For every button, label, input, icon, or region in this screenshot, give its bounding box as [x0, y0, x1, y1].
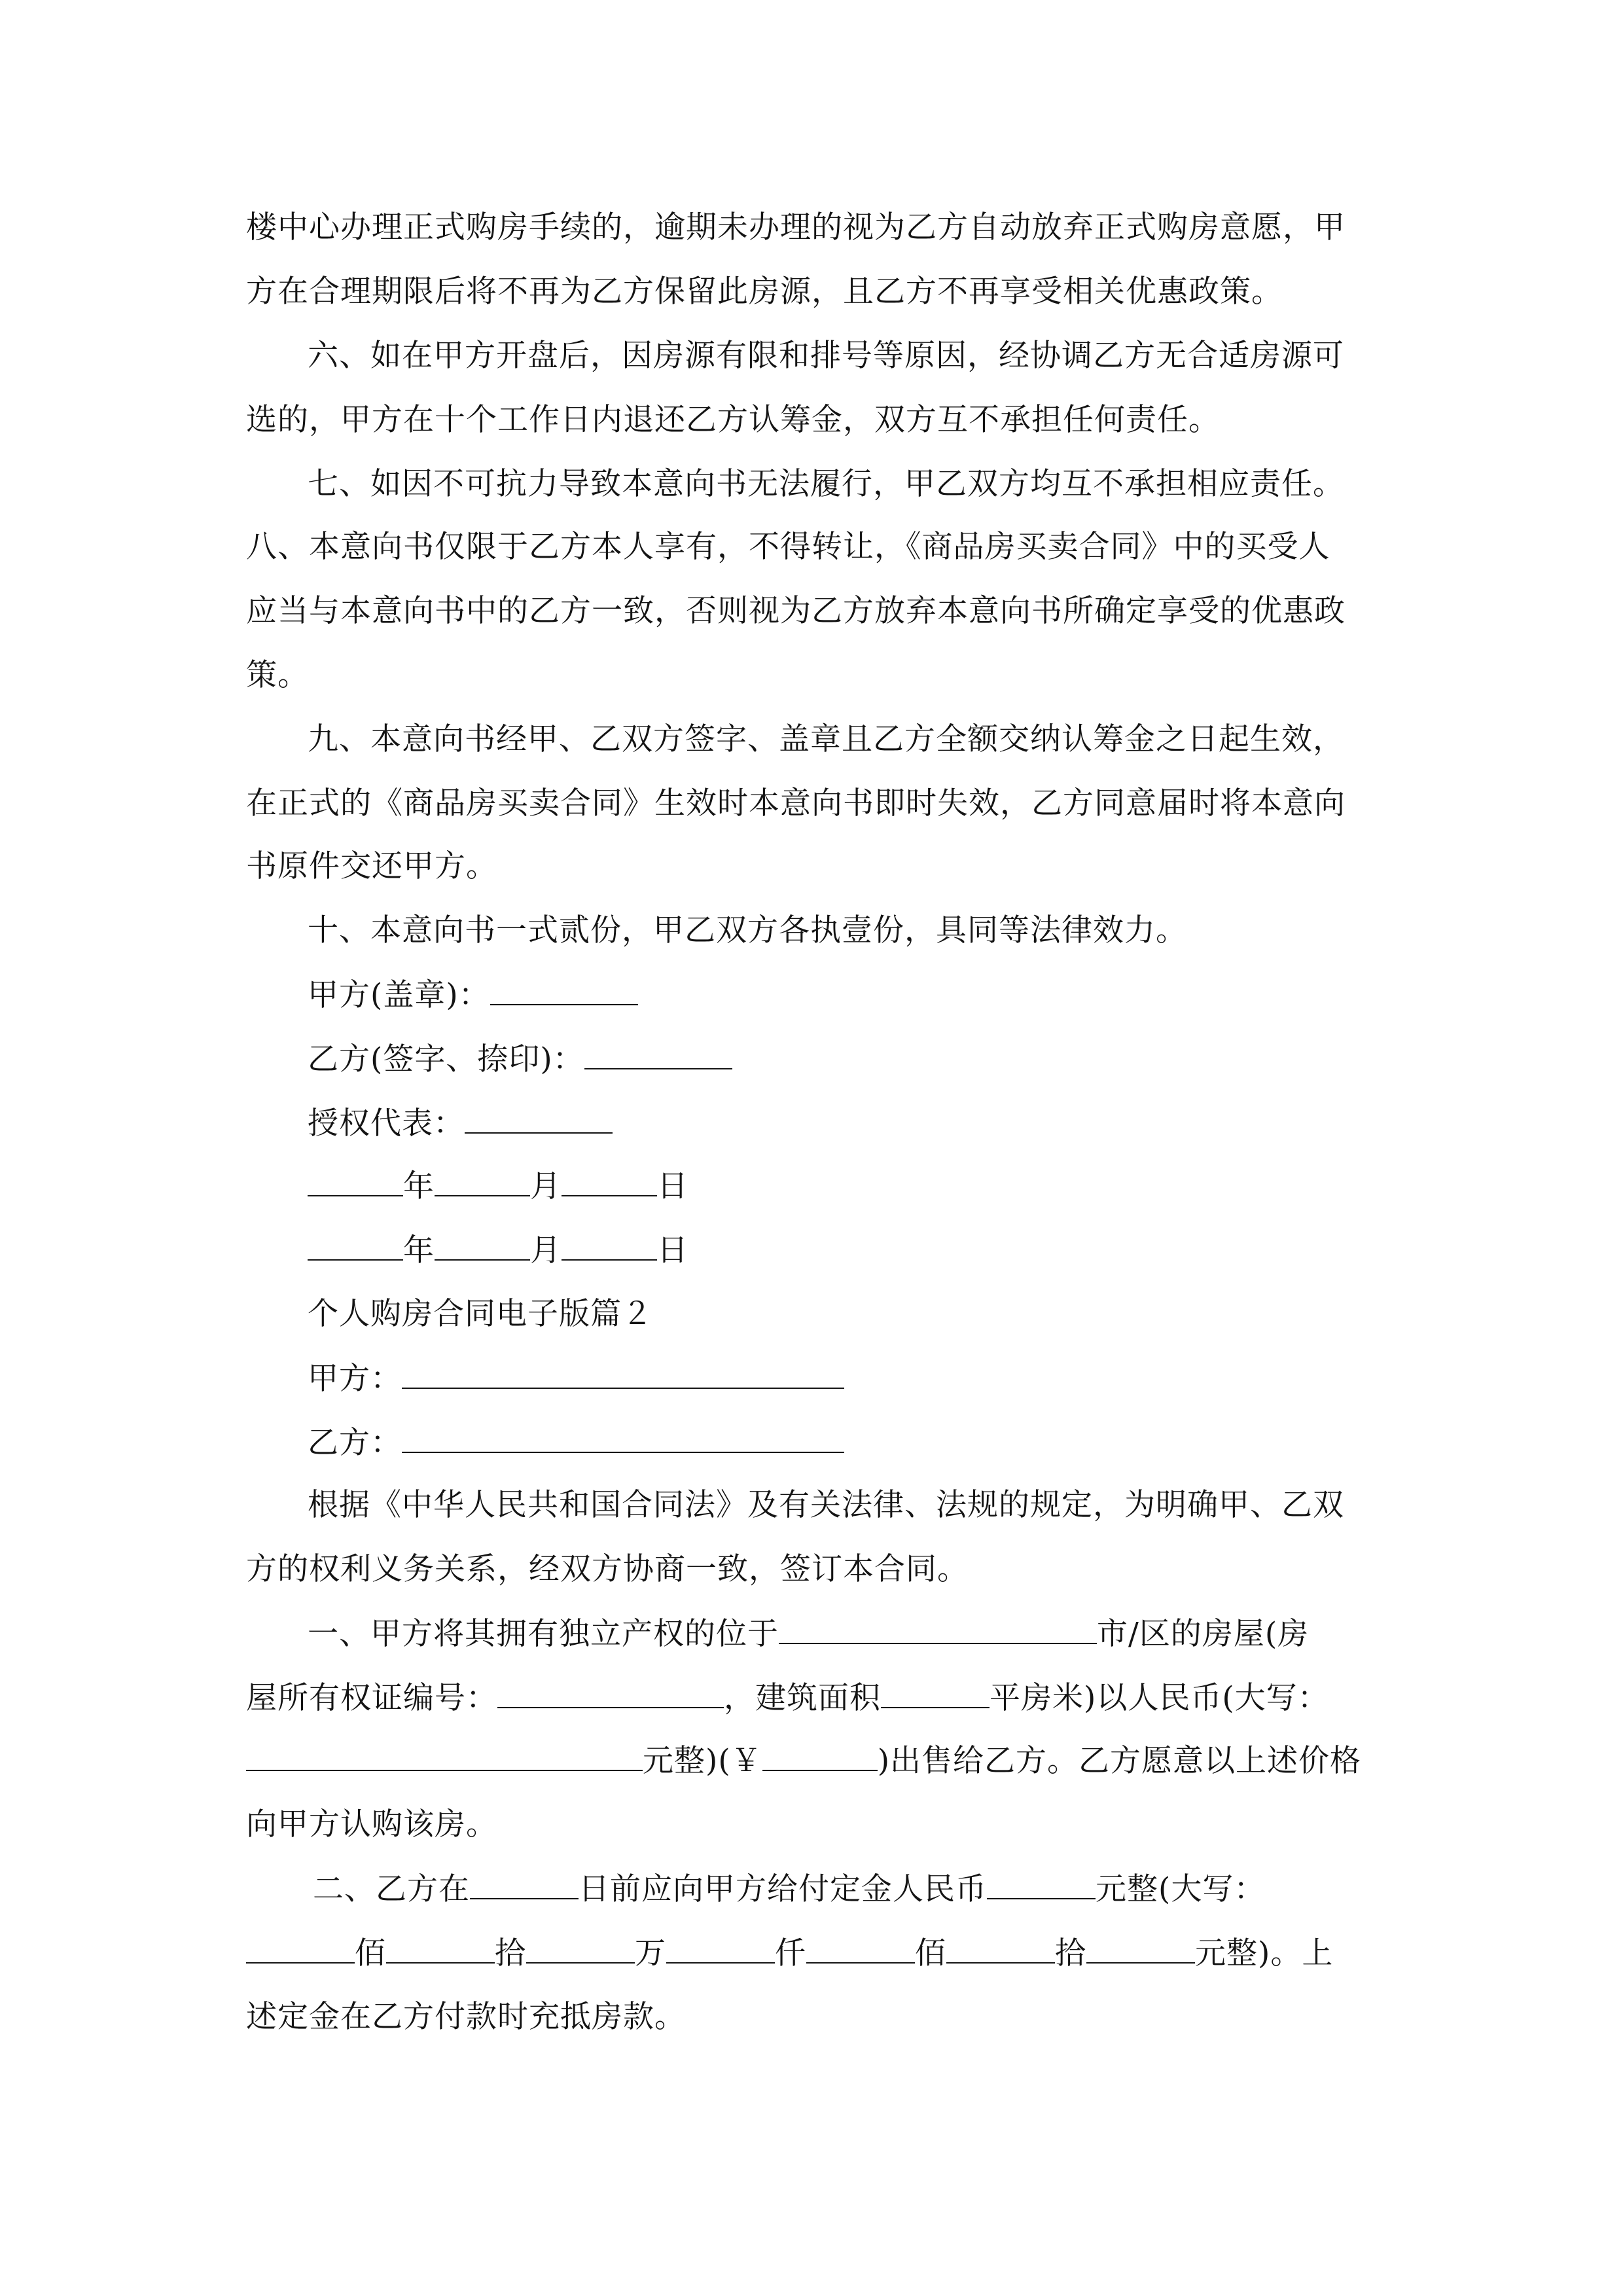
amount-blank[interactable] [526, 1933, 635, 1964]
clause-1-text: 一、甲方将其拥有独立产权的位于 [308, 1616, 779, 1652]
unit-label: 仟 [775, 1935, 806, 1971]
deadline-blank[interactable] [470, 1869, 579, 1899]
clause-1-text: ，建筑面积 [724, 1680, 881, 1716]
price-figure-blank[interactable] [762, 1741, 878, 1771]
year-label: 年 [403, 1232, 435, 1268]
clause-1-line: 向甲方认购该房。 [246, 1806, 497, 1842]
day-label: 日 [657, 1232, 688, 1268]
party-a-seal-label: 甲方(盖章)： [308, 977, 490, 1013]
clause-6: 六、如在甲方开盘后，因房源有限和排号等原因，经协调乙方无合适房源可 [308, 338, 1344, 374]
amount-blank[interactable] [1086, 1933, 1195, 1964]
date-line [308, 1230, 688, 1270]
text-line: 策。 [246, 657, 309, 693]
party-a-line [308, 1359, 844, 1399]
party-b-sign-label: 乙方(签字、捺印)： [308, 1041, 584, 1077]
clause-2-text: 二、乙方在 [313, 1871, 470, 1907]
clause-2-line [313, 1869, 1265, 1909]
clause-1-line [246, 1678, 1329, 1718]
text-line: 楼中心办理正式购房手续的，逾期未办理的视为乙方自动放弃正式购房意愿，甲 [246, 209, 1346, 245]
certificate-number-blank[interactable] [497, 1678, 724, 1708]
year-blank[interactable] [308, 1230, 403, 1261]
party-a-seal-line [308, 975, 638, 1015]
day-blank[interactable] [562, 1166, 657, 1196]
text-line: 方的权利义务关系，经双方协商一致，签订本合同。 [246, 1551, 969, 1587]
month-label: 月 [530, 1168, 562, 1204]
text-line: 述定金在乙方付款时充抵房款。 [246, 1999, 686, 2035]
clause-1-text: 市/区的房屋(房 [1097, 1616, 1310, 1652]
party-b-line [308, 1423, 844, 1463]
clause-1-text: )出售给乙方。乙方愿意以上述价格 [877, 1743, 1362, 1779]
auth-rep-label: 授权代表： [308, 1105, 465, 1141]
amount-blank[interactable] [386, 1933, 495, 1964]
amount-blank[interactable] [666, 1933, 775, 1964]
clause-2-text: 元整(大写： [1096, 1871, 1266, 1907]
day-label: 日 [657, 1168, 688, 1204]
amount-blank[interactable] [806, 1933, 915, 1964]
area-blank[interactable] [881, 1678, 990, 1708]
text-line: 选的，甲方在十个工作日内退还乙方认筹金，双方互不承担任何责任。 [246, 402, 1220, 438]
party-b-blank[interactable] [402, 1423, 844, 1453]
auth-rep-line [308, 1103, 613, 1143]
amount-blank[interactable] [946, 1933, 1055, 1964]
text-line: 根据《中华人民共和国合同法》及有关法律、法规的规定，为明确甲、乙双 [308, 1487, 1344, 1523]
party-a-blank[interactable] [402, 1359, 844, 1389]
month-label: 月 [530, 1232, 562, 1268]
clause-1-text: 屋所有权证编号： [246, 1680, 497, 1716]
clause-7: 七、如因不可抗力导致本意向书无法履行，甲乙双方均互不承担相应责任。 [308, 466, 1344, 502]
deposit-amount-blank[interactable] [987, 1869, 1096, 1899]
unit-label: 佰 [355, 1935, 386, 1971]
party-a-seal-blank[interactable] [490, 975, 638, 1005]
text-line: 应当与本意向书中的乙方一致，否则视为乙方放弃本意向书所确定享受的优惠政 [246, 593, 1346, 629]
party-b-sign-blank[interactable] [584, 1039, 732, 1069]
section-title: 个人购房合同电子版篇２ [308, 1296, 653, 1332]
clause-2-line [246, 1933, 1333, 1973]
clause-2-text: 日前应向甲方给付定金人民币 [579, 1871, 987, 1907]
price-words-blank[interactable] [246, 1741, 643, 1771]
unit-label: 拾 [495, 1935, 526, 1971]
day-blank[interactable] [562, 1230, 657, 1261]
clause-1-line [308, 1614, 1309, 1654]
party-a-label: 甲方： [308, 1361, 402, 1397]
clause-8: 八、本意向书仅限于乙方本人享有，不得转让，《商品房买卖合同》中的买受人 [246, 529, 1330, 565]
year-label: 年 [403, 1168, 435, 1204]
unit-label: 佰 [915, 1935, 946, 1971]
unit-label: 万 [635, 1935, 666, 1971]
clause-1-text: 平房米)以人民币(大写： [990, 1680, 1329, 1716]
unit-label: 元整)。上 [1195, 1935, 1334, 1971]
text-line: 书原件交还甲方。 [246, 848, 497, 884]
year-blank[interactable] [308, 1166, 403, 1196]
clause-1-text: 元整)(￥ [643, 1743, 762, 1779]
month-blank[interactable] [435, 1230, 530, 1261]
text-line: 在正式的《商品房买卖合同》生效时本意向书即时失效，乙方同意届时将本意向 [246, 785, 1346, 821]
clause-9: 九、本意向书经甲、乙双方签字、盖章且乙方全额交纳认筹金之日起生效， [308, 721, 1344, 757]
clause-10: 十、本意向书一式贰份，甲乙双方各执壹份，具同等法律效力。 [308, 912, 1187, 948]
amount-blank[interactable] [246, 1933, 355, 1964]
location-blank[interactable] [779, 1614, 1097, 1644]
clause-1-line [246, 1741, 1361, 1781]
text-line: 方在合理期限后将不再为乙方保留此房源，且乙方不再享受相关优惠政策。 [246, 274, 1283, 310]
party-b-label: 乙方： [308, 1425, 402, 1461]
unit-label: 拾 [1055, 1935, 1086, 1971]
month-blank[interactable] [435, 1166, 530, 1196]
date-line [308, 1166, 688, 1206]
auth-rep-blank[interactable] [465, 1103, 613, 1134]
party-b-sign-line [308, 1039, 732, 1079]
